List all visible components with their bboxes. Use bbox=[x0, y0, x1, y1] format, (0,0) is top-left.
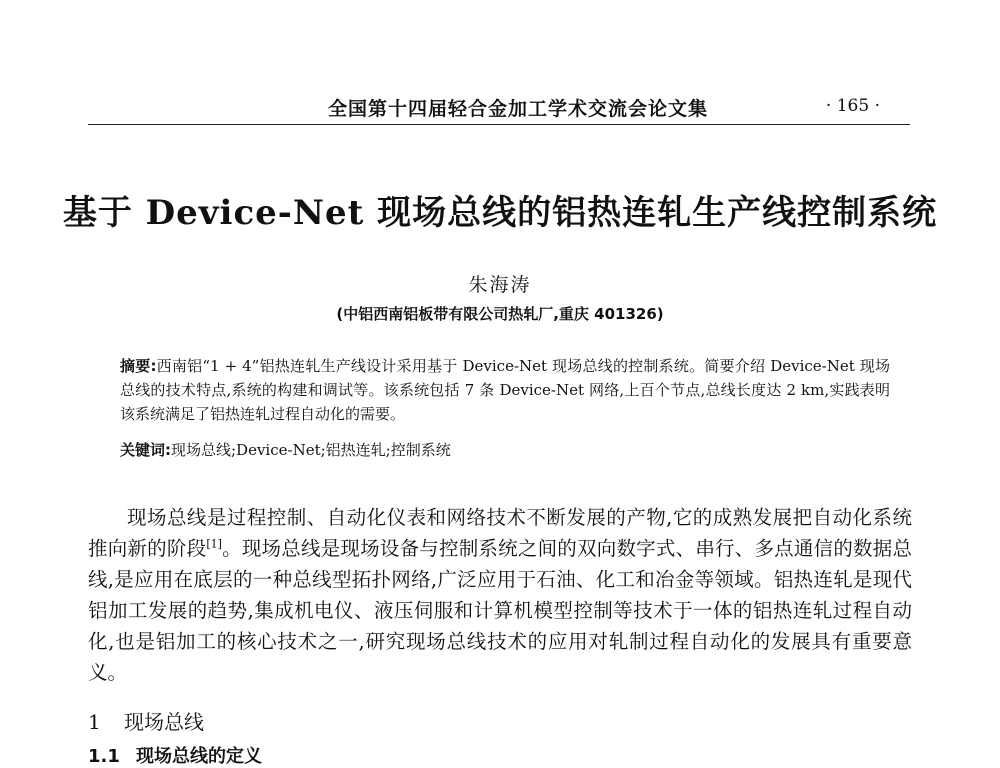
intro-text-part2: 。现场总线是现场设备与控制系统之间的双向数字式、串行、多点通信的数据总线,是应用在底层的一种总线型拓扑网络,广泛应用于石油、化工和冶金等领域。铝热连轧是现代铝加工发展的趋势,集成机电仪、液压伺服和计算机模型控制等技术于一体的铝热连轧过程自动化,也是铝加工的核心技术之一,研究现场总线技术的应用对轧制过程自动化的发展具有重要意义。 bbox=[88, 537, 912, 684]
subsection-heading-1-1 bbox=[88, 742, 262, 768]
header-rule bbox=[88, 124, 910, 125]
citation-ref[interactable]: [1] bbox=[206, 537, 222, 551]
section-title: 现场总线 bbox=[124, 710, 204, 734]
section-number: 1 bbox=[88, 710, 101, 734]
subsection-number: 1.1 bbox=[88, 746, 120, 767]
keywords-label: 关键词: bbox=[120, 441, 171, 459]
section-heading-1 bbox=[88, 706, 204, 735]
abstract bbox=[120, 354, 890, 426]
keywords bbox=[120, 438, 890, 462]
intro-text-part1: 现场总线是过程控制、自动化仪表和网络技术不断发展的产物,它的成熟发展把自动化系统推向新的阶段 bbox=[88, 506, 912, 560]
intro-paragraph bbox=[88, 502, 912, 688]
abstract-label: 摘要: bbox=[120, 357, 157, 375]
journal-title: 全国第十四届轻合金加工学术交流会论文集 bbox=[327, 98, 708, 120]
abstract-text: 西南铝“1 + 4”铝热连轧生产线设计采用基于 Device-Net 现场总线的控制系统。简要介绍 Device-Net 现场总线的技术特点,系统的构建和调试等。该系统包括 7 条 Device-Net 网络,上百个节点,总线长度达 2 km,实践表明该系统满足了铝热连轧过程自动化的需要。 bbox=[120, 357, 890, 423]
author-affiliation: (中铝西南铝板带有限公司热轧厂,重庆 401326) bbox=[336, 305, 664, 323]
page-number: · 165 · bbox=[825, 96, 880, 116]
subsection-title: 现场总线的定义 bbox=[136, 746, 262, 767]
paper-title: 基于 Device-Net 现场总线的铝热连轧生产线控制系统 bbox=[62, 193, 938, 233]
keywords-text: 现场总线;Device-Net;铝热连轧;控制系统 bbox=[171, 441, 451, 459]
author-name: 朱海涛 bbox=[468, 274, 532, 296]
running-header bbox=[88, 94, 910, 124]
